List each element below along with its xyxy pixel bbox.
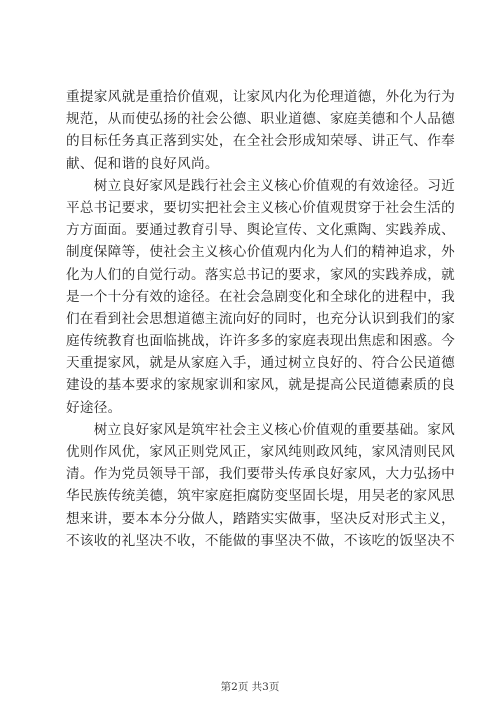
text-line: 建设的基本要求的家规家训和家风，就是提高公民道德素质的良	[66, 377, 456, 394]
text-line: 制度保障等，使社会主义核心价值观内化为人们的精神追求，外	[66, 244, 456, 261]
text-line: 优则作风优，家风正则党风正，家风纯则政风纯，家风清则民风	[66, 444, 456, 460]
text-line: 化为人们的自觉行动。落实总书记的要求，家风的实践养成，就	[66, 266, 456, 283]
text-line: 规范，从而使弘扬的社会公德、职业道德、家庭美德和个人品德	[66, 111, 456, 128]
body-text	[66, 86, 456, 552]
text-line: 不该收的礼坚决不收，不能做的事坚决不做，不该吃的饭坚决不	[66, 532, 456, 549]
text-line: 树立良好家风是筑牢社会主义核心价值观的重要基础。家风	[66, 421, 456, 438]
text-line: 华民族传统美德，筑牢家庭拒腐防变坚固长堤，用吴老的家风思	[66, 488, 456, 505]
page-number: 第2页 共3页	[220, 681, 280, 693]
text-line: 树立良好家风是践行社会主义核心价值观的有效途径。习近	[66, 177, 456, 194]
text-line: 平总书记要求，要切实把社会主义核心价值观贯穿于社会生活的	[66, 199, 456, 216]
text-line: 好途径。	[66, 399, 122, 416]
text-line: 们在看到社会思想道德主流向好的同时，也充分认识到我们的家	[66, 310, 456, 327]
text-line: 是一个十分有效的途径。在社会急剧变化和全球化的进程中，我	[66, 288, 456, 305]
text-line: 献、促和谐的良好风尚。	[66, 155, 219, 172]
text-line: 的目标任务真正落到实处，在全社会形成知荣辱、讲正气、作奉	[66, 133, 456, 150]
text-line: 重提家风就是重拾价值观，让家风内化为伦理道德，外化为行为	[66, 89, 456, 105]
text-line: 清。作为党员领导干部，我们要带头传承良好家风，大力弘扬中	[66, 466, 456, 483]
text-line: 庭传统教育也面临挑战，许许多多的家庭表现出焦虑和困惑。今	[66, 333, 456, 350]
text-line: 天重提家风，就是从家庭入手，通过树立良好的、符合公民道德	[66, 355, 456, 372]
text-line: 方方面面。要通过教育引导、舆论宣传、文化熏陶、实践养成、	[66, 222, 456, 239]
text-line: 想来讲，要本本分分做人，踏踏实实做事，坚决反对形式主义，	[66, 510, 456, 527]
